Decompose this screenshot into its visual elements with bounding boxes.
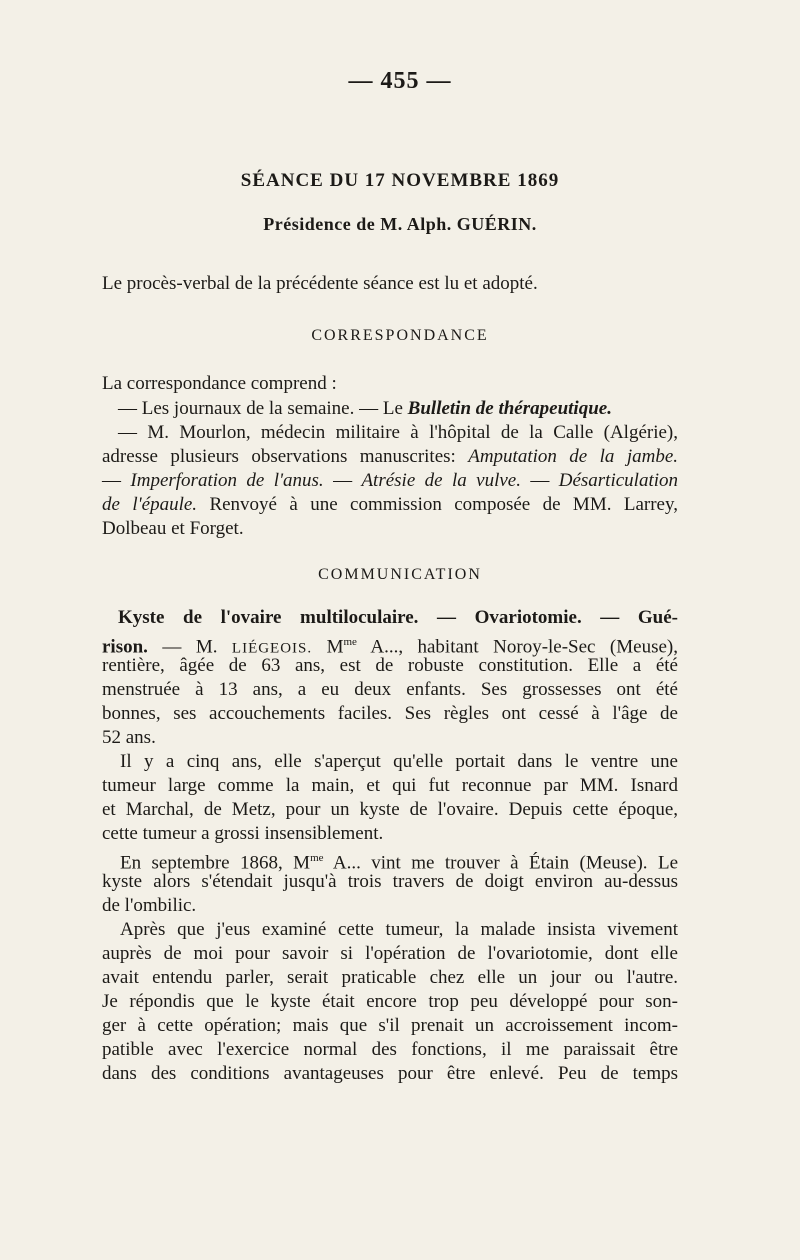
page-number: — 455 — — [348, 68, 452, 94]
communication-heading: COMMUNICATION — [318, 566, 482, 583]
communication-author-line: rison. — M. LIÉGEOIS. $M^{me}$ A..., habitant Noroy-le-Sec (Meuse), — [102, 636, 678, 658]
para4-line-6: patible avec l'exercice normal des fonctions, il me paraissait être — [102, 1039, 678, 1060]
para1-line-1: rentière, âgée de 63 ans, est de robuste constitution. Elle a été — [102, 655, 678, 676]
para1-line-3: bonnes, ses accouchements faciles. Ses règles ont cessé à l'âge de — [102, 703, 678, 724]
proces-verbal: Le procès-verbal de la précédente séance est lu et adopté. — [102, 273, 538, 294]
correspondance-line-3: adresse plusieurs observations manuscrites: Amputation de la jambe. — [102, 446, 678, 467]
correspondance-line-4: — Imperforation de l'anus. — Atrésie de la vulve. — Désarticulation — [102, 470, 679, 491]
para4-line-7: dans des conditions avantageuses pour être enlevé. Peu de temps — [102, 1063, 678, 1084]
para2-line-1: Il y a cinq ans, elle s'aperçut qu'elle portait dans le ventre une — [120, 751, 678, 772]
para4-line-4: Je répondis que le kyste était encore trop peu développé pour son- — [102, 991, 678, 1012]
para2-line-4: cette tumeur a grossi insensiblement. — [102, 823, 384, 844]
correspondance-line-2: — M. Mourlon, médecin militaire à l'hôpital de la Calle (Algérie), — [118, 422, 678, 443]
correspondance-line-1: — Les journaux de la semaine. — Le Bulletin de thérapeutique. — [118, 398, 612, 419]
para4-line-2: auprès de moi pour savoir si l'opération de l'ovariotomie, dont elle — [102, 943, 678, 964]
para1-line-4: 52 ans. — [102, 727, 156, 748]
correspondance-line-6: Dolbeau et Forget. — [102, 518, 244, 539]
para4-line-1: Après que j'eus examiné cette tumeur, la malade insista vivement — [120, 919, 678, 940]
presidence-line: Présidence de M. Alph. GUÉRIN. — [263, 214, 537, 234]
para4-line-3: avait entendu parler, serait praticable chez elle un jour ou l'autre. — [102, 967, 678, 988]
correspondance-heading: CORRESPONDANCE — [311, 327, 489, 344]
para3-line-2: kyste alors s'étendait jusqu'à trois travers de doigt environ au-dessus — [102, 871, 678, 892]
communication-title: Kyste de l'ovaire multiloculaire. — Ovariotomie. — Gué- — [118, 607, 678, 628]
para3-line-3: de l'ombilic. — [102, 895, 197, 916]
para1-line-2: menstruée à 13 ans, a eu deux enfants. Ses grossesses ont été — [102, 679, 678, 700]
para3-line-1: En septembre 1868, $M^{me}$ A... vint me trouver à Étain (Meuse). Le — [120, 852, 679, 874]
correspondance-line-5: de l'épaule. Renvoyé à une commission composée de MM. Larrey, — [102, 494, 679, 515]
correspondance-intro: La correspondance comprend : — [102, 373, 337, 394]
seance-title: SÉANCE DU 17 NOVEMBRE 1869 — [240, 170, 560, 191]
para2-line-3: et Marchal, de Metz, pour un kyste de l'ovaire. Depuis cette époque, — [102, 799, 678, 820]
para4-line-5: ger à cette opération; mais que s'il prenait un accroissement incom- — [102, 1015, 678, 1036]
para2-line-2: tumeur large comme la main, et qui fut reconnue par MM. Isnard — [102, 775, 678, 796]
